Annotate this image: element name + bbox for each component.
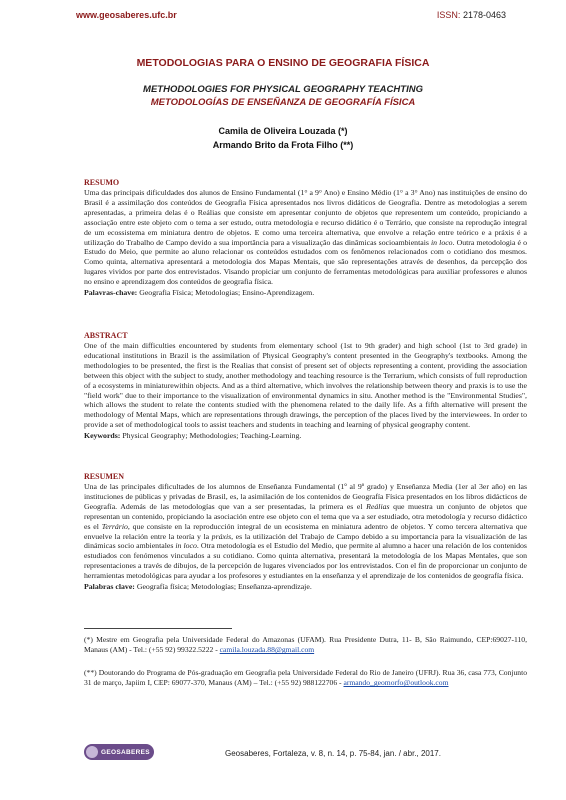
- footnote-1: (*) Mestre em Geografia pela Universidade Federal do Amazonas (UFAM). Rua Presidente Dutra, 11- B, São Raimundo, CEP:69027-110, Manaus (AM) - Tel.: (+55 92) 99322.5222 - camila.louzada.88@gmail.com: [84, 635, 527, 655]
- footer-citation: Geosaberes, Fortaleza, v. 8, n. 14, p. 75-84, jan. / abr., 2017.: [225, 749, 441, 758]
- footnote-divider: [84, 628, 232, 629]
- abstract-keywords: Keywords: Physical Geography; Methodologies; Teaching-Learning.: [84, 431, 302, 441]
- geosaberes-logo: [84, 744, 154, 760]
- abstract-heading: ABSTRACT: [84, 331, 128, 340]
- issn-label: ISSN:: [436, 10, 461, 20]
- issn: [437, 10, 506, 20]
- footnote-2: (**) Doutorando do Programa de Pós-graduação em Geografia pela Universidade Federal do Rio de Janeiro (UFRJ). Rua 36, casa 773, Conjunto 31 de março, Japiim I, CEP: 69077-370, Manaus (AM) – Tel.: (+55 92) 988122706 - armando_geomorfo@outlook.com: [84, 668, 527, 688]
- resumo-heading: RESUMO: [84, 178, 120, 187]
- resumen-section: [84, 472, 527, 592]
- journal-site[interactable]: www.geosaberes.ufc.br: [76, 10, 177, 20]
- resumo-keywords: Palavras-chave: Geografia Física; Metodologias; Ensino-Aprendizagem.: [84, 288, 315, 298]
- abstract-text: One of the main difficulties encountered by students from elementary school (1st to 9th grader) and high school (1st to 3rd grade) in educational institutions in Brazil is the assimilation of Physical Geography's content presented in the Geography's textbooks. Among the methodologies to be presented, the first is the Realias that consist of present set of objects representing a content, providing the association between this object with the subject to study, another methodology and teaching resource is the Terrarium, which consists of full reproduction of a ecosystems in miniaturewithin objects. And as a third alternative, which involves the relationship between theory and praxis is to use the "field work" due to their importance to the visualization of environmental dynamics in situ. Another method is the "Environmental Studies", which allows the student to relate the contents studied with the phenomena related to the daily life. As a fifth alternative will present the methodology of Mental Maps, which are representations through drawings, the perception of the places lived by the interviewees. In order to provide a set of methodological tools to assist teachers and students in teaching and learning of physical geography content.: [84, 341, 527, 430]
- title-english: METHODOLOGIES FOR PHYSICAL GEOGRAPHY TEACHTING: [143, 84, 423, 95]
- email-link-1[interactable]: camila.louzada.88@gmail.com: [219, 645, 315, 655]
- title-spanish: METODOLOGÍAS DE ENSEÑANZA DE GEOGRAFÍA FÍSICA: [150, 97, 416, 108]
- logo-circle-icon: [86, 746, 98, 758]
- resumen-keywords: Palabras clave: Geografía física; Metodologías; Enseñanza-aprendizaje.: [84, 582, 312, 592]
- resumen-text: Una de las principales dificultades de los alumnos de Enseñanza Fundamental (1º al 9º grado) y Enseñanza Media (1er al 3er año) en las instituciones de públicas y privadas de Brasil, es, la asimilación de los contenidos de Geografía Física presentados en los libros didácticos de Geografía. Además de las metodologías que van a ser presentadas, la primera es el Reálias que muestra un conjunto de objetos que representan un contenido, propiciando la asociación entre ese objeto con el tema que va a ser estudiado, otra metodología y recurso didáctico es el Terrário, que consiste en la reproducción integral de un ecosistema en miniatura adentro de objetos. Y como tercera alternativa que envuelve la relación entre la teoría y la práxis, es la utilización del Trabajo de Campo debido a su importancia para la visualización de las dinámicas socio ambientales in loco. Otra metodología es el Estudio del Medio, que permite al alumno a hacer una relación de los contenidos estudiados con fenómenos vinculados a su cotidiano. Como quinta alternativa, presentará la metodología de los Mapas Mentales, que son representaciones a través de dibujos, de la percepción de lugares vivenciados por los entrevistados. Con el fin de proporcionar un conjunto de herramientas metodológicas para ayudar a los profesores y estudiantes en la enseñanza y el aprendizaje de los contenidos de geografía física.: [84, 482, 528, 581]
- resumo-text: Uma das principais dificuldades dos alunos de Ensino Fundamental (1° a 9° Ano) e Ensino Médio (1° a 3° Ano) nas instituições de ensino do Brasil é a assimilação dos conteúdos de Geografia Física apresentados nos livros didáticos de Geografia. Dentre as metodologias a serem apresentadas, a primeira delas é o Reálias que consiste em apresentar conjunto de objetos que representem um conteúdo, propiciando a associação entre este objeto com o tema a ser estudo, outra metodologia e recurso didático é o Terrário, que consiste na reprodução integral de um ecossistema em miniatura dentro de objetos. E como uma terceira alternativa, que envolve a relação entre teórico e a práxis é a utilização do Trabalho de Campo devido a sua importância para a visualização das dinâmicas socioambientais in loco. Outra metodologia é o Estudo do Meio, que permite ao aluno relacionar os conteúdos estudados com os fenômenos relacionados com o cotidiano dos mesmos. Como quinta, alternativa apresentará a metodologia dos Mapas Mentais, que são representações através de desenhos, da percepção dos lugares vividos por parte dos entrevistados. Visando propiciar um conjunto de ferramentas metodológicas para auxiliar professores e alunos no ensino e aprendizagem dos conteúdos de geografia física.: [84, 188, 527, 287]
- page-header: [76, 10, 506, 24]
- logo-text: GEOSABERES: [101, 748, 150, 756]
- abstract-section: [84, 331, 527, 441]
- resumen-heading: RESUMEN: [84, 472, 125, 481]
- title-portuguese: METODOLOGIAS PARA O ENSINO DE GEOGRAFIA FÍSICA: [136, 57, 430, 69]
- issn-value: 2178-0463: [462, 10, 506, 20]
- resumo-section: [84, 178, 527, 298]
- email-link-2[interactable]: armando_geomorfo@outlook.com: [343, 678, 449, 688]
- author-1: Camila de Oliveira Louzada (*): [218, 126, 348, 136]
- author-2: Armando Brito da Frota Filho (**): [212, 140, 354, 150]
